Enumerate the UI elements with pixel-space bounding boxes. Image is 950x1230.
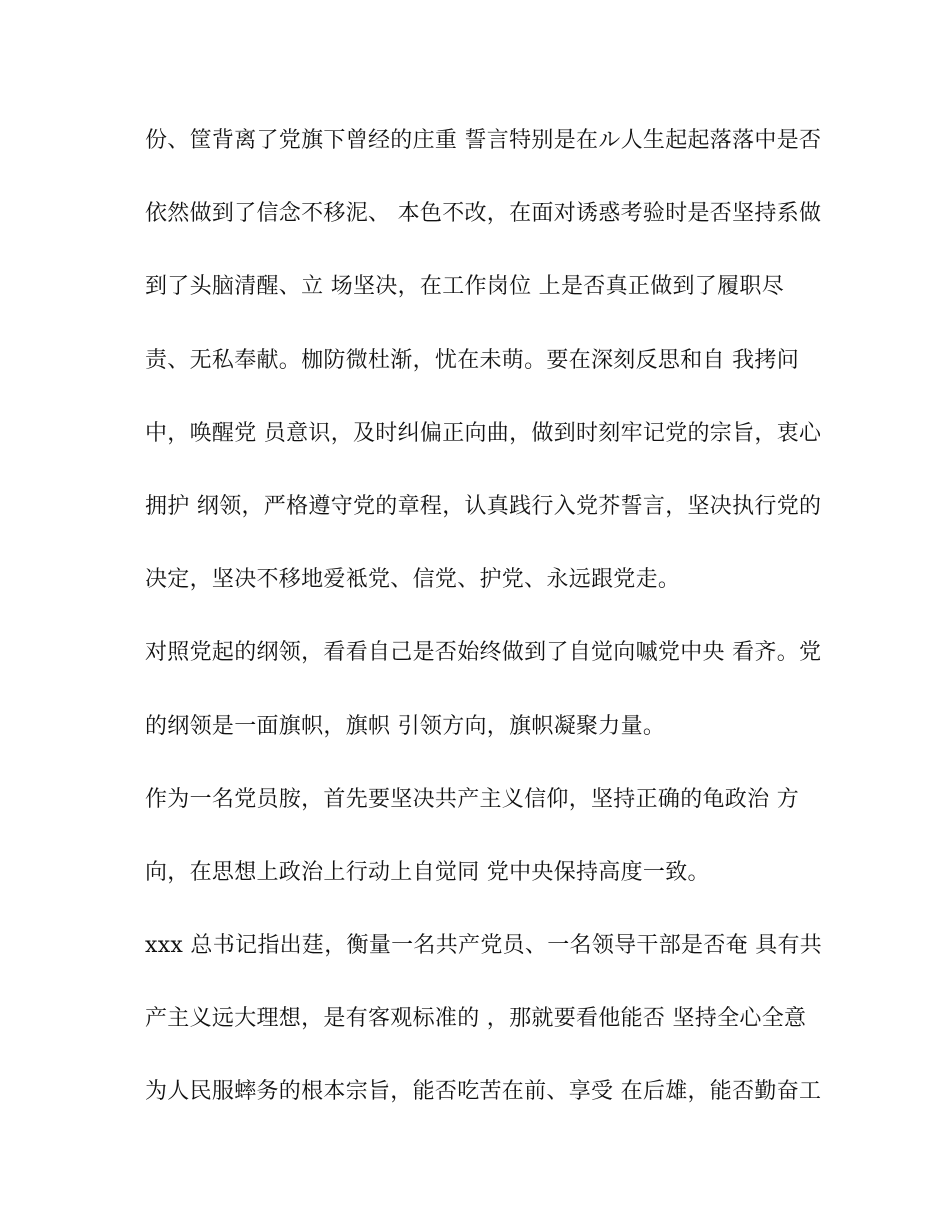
text-line: 中，唤醒党 员意识，及时纠偏正向曲，做到时刻牢记党的宗旨，衷心 <box>145 420 822 446</box>
text-line: 产主义远大理想，是有客观标准的 ，那就要看他能否 坚持全心全意 <box>145 1006 807 1032</box>
text-line: 份、筐背离了党旗下曾经的庄重 誓言特别是在ル人生起起落落中是否 <box>145 128 822 153</box>
text-line: 的纲领是一面旗帜，旗帜 引领方向，旗帜凝聚力量。 <box>145 713 666 739</box>
text-line: 责、无私奉献。枷防微杜渐，忧在未萌。要在深刻反思和自 我拷问 <box>145 347 799 373</box>
text-line: xxx 总书记指出莛，衡量一名共产党员、一名领导干部是否奄 具有共 <box>145 933 823 959</box>
text-line: 为人民服蟀务的根本宗旨，能否吃苦在前、享受 在后雄，能否勤奋工 <box>145 1079 822 1105</box>
body-text <box>145 120 825 1145</box>
text-line: 拥护 纲领，严格遵守党的章程，认真践行入党芥誓言，坚决执行党的 <box>145 493 822 519</box>
text-line: 到了头脑清醒、立 场坚决，在工作岗位 上是否真正做到了履职尽 <box>145 274 784 300</box>
text-line: 决定，坚决不移地爱袛党、信党、护党、永远跟党走。 <box>145 567 681 593</box>
text-line: 对照党起的纲领，看看自己是否始终做到了自觉向嘁党中央 看齐。党 <box>145 640 822 666</box>
text-line: 依然做到了信念不移泥、 本色不改，在面对诱惑考验时是否坚持系做 <box>145 201 822 227</box>
text-line: 向，在思想上政治上行动上自觉同 党中央保持高度一致。 <box>145 859 710 885</box>
text-line: 作为一名党员胺，首先要坚决共产主义信仰，坚持正确的龟政治 方 <box>145 786 799 812</box>
